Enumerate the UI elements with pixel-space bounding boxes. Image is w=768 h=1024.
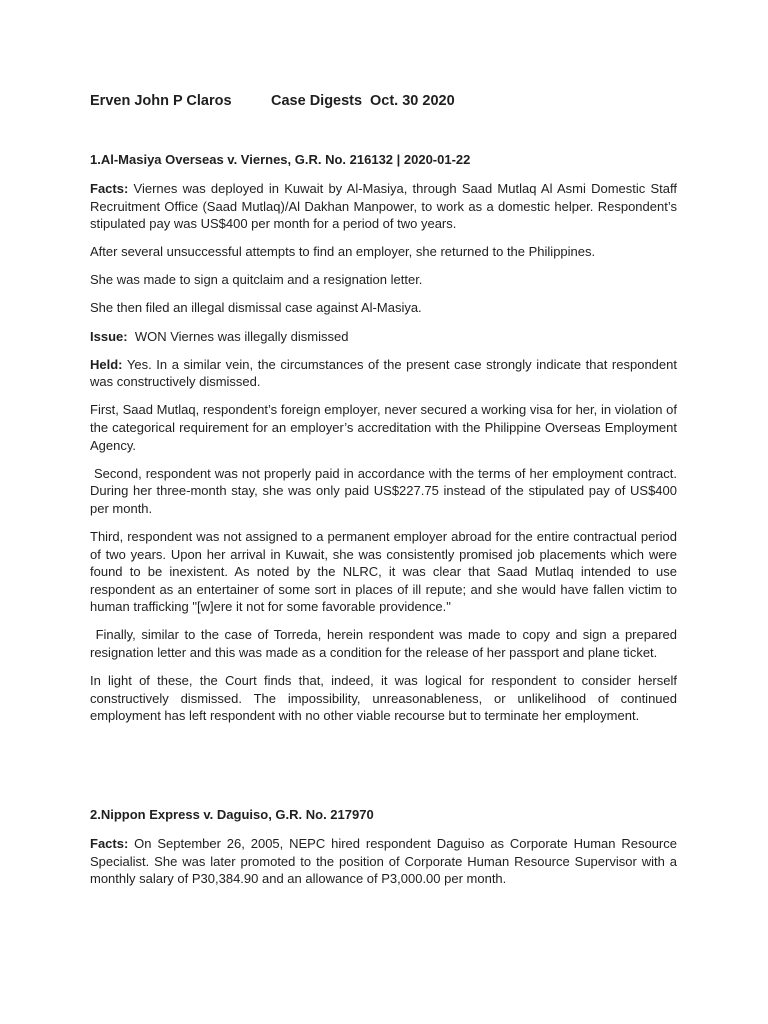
facts-label: Facts: bbox=[90, 836, 129, 851]
case-digest-1 bbox=[90, 152, 677, 735]
held-text: Yes. In a similar vein, the circumstances of the present case strongly indicate that respondent was constructively dismissed. bbox=[90, 356, 677, 390]
author-name: Erven John P Claros bbox=[90, 93, 232, 109]
second-ground-text: Second, respondent was not properly paid in accordance with the terms of her employment contract. During her three-month stay, she was only paid US$227.75 instead of the stipulated pay of US$400 per month. bbox=[90, 465, 677, 516]
document-title: Case Digests bbox=[271, 93, 363, 109]
second-ground-paragraph bbox=[90, 465, 677, 518]
facts-text: On September 26, 2005, NEPC hired respondent Daguiso as Corporate Human Resource Specialist. She was later promoted to the position of Corporate Human Resource Supervisor with a monthly salary of P30,384.90 and an allowance of P3,000.00 per month. bbox=[90, 836, 677, 887]
conclusion-paragraph: In light of these, the Court finds that, indeed, it was logical for respondent to consider herself constructively dismissed. The impossibility, unreasonableness, or unlikelihood of continued employment has left respondent with no other viable recourse but to terminate her employment. bbox=[90, 673, 677, 724]
held-label: Held: bbox=[90, 356, 123, 372]
paragraph: She was made to sign a quitclaim and a resignation letter. bbox=[90, 272, 423, 288]
final-ground-text: Finally, similar to the case of Torreda, herein respondent was made to copy and sign a prepared resignation letter and this was made as a condition for the release of her passport and plane ticket. bbox=[90, 627, 677, 660]
facts-label: Facts: bbox=[90, 181, 129, 196]
case-heading: 1.Al-Masiya Overseas v. Viernes, G.R. No. 216132 | 2020-01-22 bbox=[90, 152, 471, 167]
issue-paragraph bbox=[90, 328, 677, 346]
paragraph: After several unsuccessful attempts to find an employer, she returned to the Philippines. bbox=[90, 244, 596, 260]
paragraph: She then filed an illegal dismissal case against Al-Masiya. bbox=[90, 300, 422, 316]
first-ground-paragraph: First, Saad Mutlaq, respondent’s foreign employer, never secured a working visa for her, in violation of the categorical requirement for an employer’s accreditation with the Philippine Overseas Employment Agency. bbox=[90, 402, 677, 453]
held-paragraph bbox=[90, 356, 677, 391]
final-ground-paragraph bbox=[90, 626, 677, 661]
facts-paragraph bbox=[90, 180, 677, 233]
issue-text: WON Viernes was illegally dismissed bbox=[134, 328, 349, 344]
case-digest-2 bbox=[90, 807, 677, 898]
case-heading: 2.Nippon Express v. Daguiso, G.R. No. 217970 bbox=[90, 807, 374, 822]
issue-label: Issue: bbox=[90, 328, 128, 344]
facts-text: Viernes was deployed in Kuwait by Al-Masiya, through Saad Mutlaq Al Asmi Domestic Staff Recruitment Office (Saad Mutlaq)/Al Dakhan Manpower, to work as a domestic helper. Respondent’s stipulated pay was US$400 per month for a period of two years. bbox=[90, 181, 677, 232]
document-date: Oct. 30 2020 bbox=[370, 93, 455, 109]
third-ground-paragraph: Third, respondent was not assigned to a permanent employer abroad for the entire contractual period of two years. Upon her arrival in Kuwait, she was consistently promised job placements which were found to be inexistent. As noted by the NLRC, it was clear that Saad Mutlaq intended to use respondent as an entertainer of some sort in places of ill repute; and she would have fallen victim to human trafficking "[w]ere it not for some favorable providence." bbox=[90, 528, 677, 615]
facts-paragraph bbox=[90, 835, 677, 888]
